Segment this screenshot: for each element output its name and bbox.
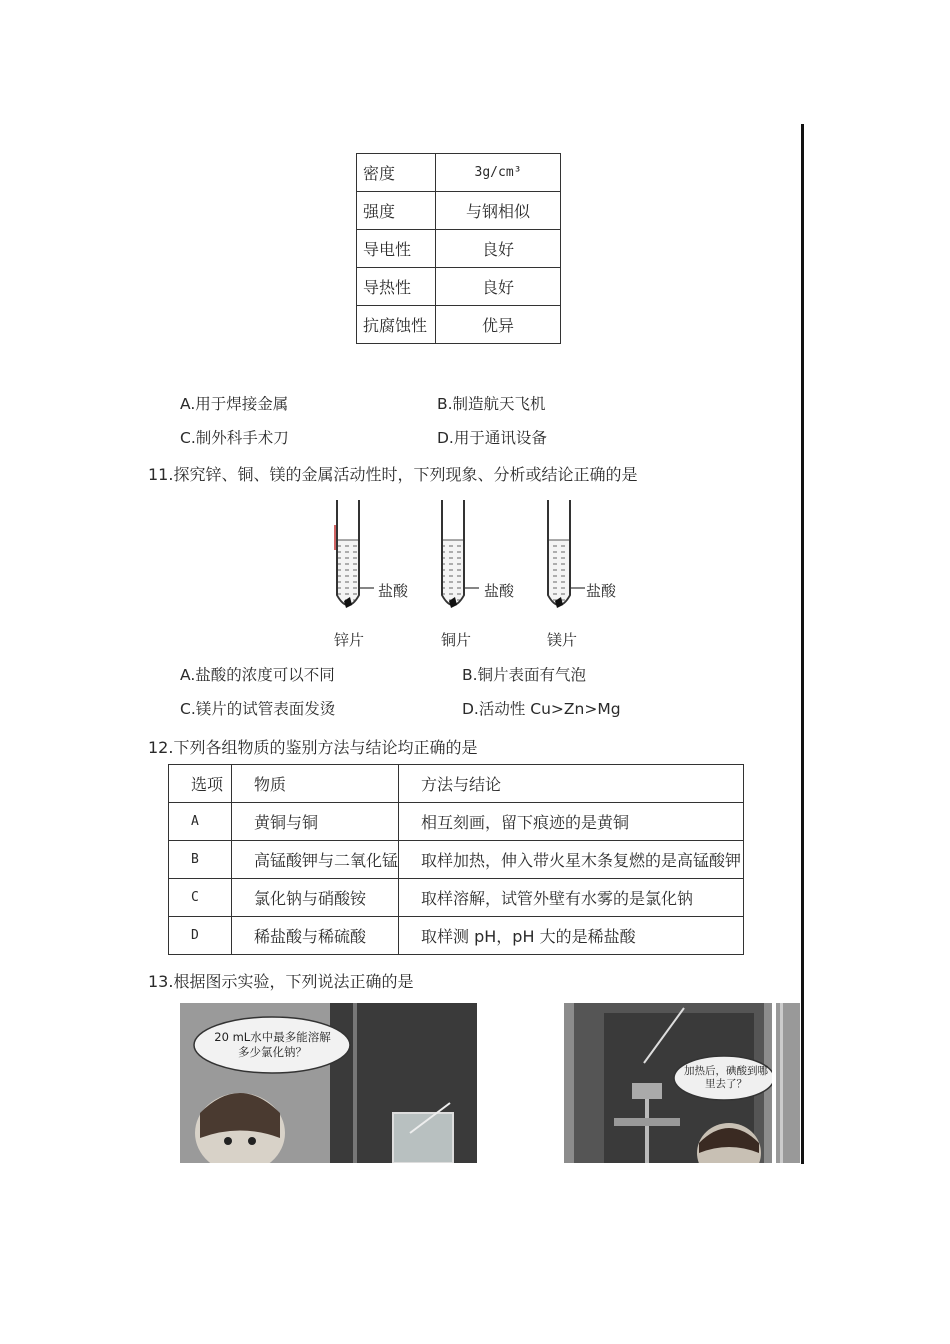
page-edge-line [801,124,804,1164]
tube1-acid-label: 盐酸 [378,582,409,600]
table-row: 抗腐蚀性 优异 [357,306,561,344]
table-row: D 稀盐酸与稀硫酸 取样测 pH，pH 大的是稀盐酸 [169,917,744,955]
test-tubes-figure [320,495,640,655]
q10-option-a: A.用于焊接金属 [180,395,289,413]
q11-option-a: A.盐酸的浓度可以不同 [180,666,335,684]
test-tube-copper [442,500,479,608]
q11-option-d: D.活动性 Cu>Zn>Mg [462,700,621,718]
table-header-row: 选项 物质 方法与结论 [169,765,744,803]
q11-option-b: B.铜片表面有气泡 [462,666,587,684]
q10-option-d: D.用于通讯设备 [437,429,547,447]
experiment-photo-right [564,1003,772,1163]
experiment-photo-left [180,1003,477,1163]
q11-option-c: C.镁片的试管表面发烫 [180,700,336,718]
q13-stem: 13.根据图示实验，下列说法正确的是 [148,972,414,991]
table-row: C 氯化钠与硝酸铵 取样溶解，试管外壁有水雾的是氯化钠 [169,879,744,917]
tube3-acid-label: 盐酸 [586,582,617,600]
q11-stem: 11.探究锌、铜、镁的金属活动性时，下列现象、分析或结论正确的是 [148,465,638,484]
tube2-acid-label: 盐酸 [484,582,515,600]
tube3-metal-label: 镁片 [547,631,578,649]
test-tube-zinc [335,500,374,608]
q10-option-c: C.制外科手术刀 [180,429,289,447]
density-value: 3g/cm³ [436,154,561,192]
test-tube-magnesium [548,500,585,608]
table-row: B 高锰酸钾与二氧化锰 取样加热，伸入带火星木条复燃的是高锰酸钾 [169,841,744,879]
properties-table [356,153,561,344]
table-row: 导电性 良好 [357,230,561,268]
speech-bubble-right: 加热后，碘酸到哪里去了？ [684,1065,768,1090]
tube1-metal-label: 锌片 [334,631,365,649]
q10-option-b: B.制造航天飞机 [437,395,546,413]
table-row: 强度 与钢相似 [357,192,561,230]
q12-stem: 12.下列各组物质的鉴别方法与结论均正确的是 [148,738,478,757]
table-row: 密度 3g/cm³ [357,154,561,192]
speech-bubble-left: 20 mL水中最多能溶解多少氯化钠？ [214,1030,331,1059]
tube2-metal-label: 铜片 [441,631,472,649]
table-row: A 黄铜与铜 相互刻画，留下痕迹的是黄铜 [169,803,744,841]
photo-edge-strip [776,1003,800,1163]
table-row: 导热性 良好 [357,268,561,306]
q12-table [168,764,744,955]
